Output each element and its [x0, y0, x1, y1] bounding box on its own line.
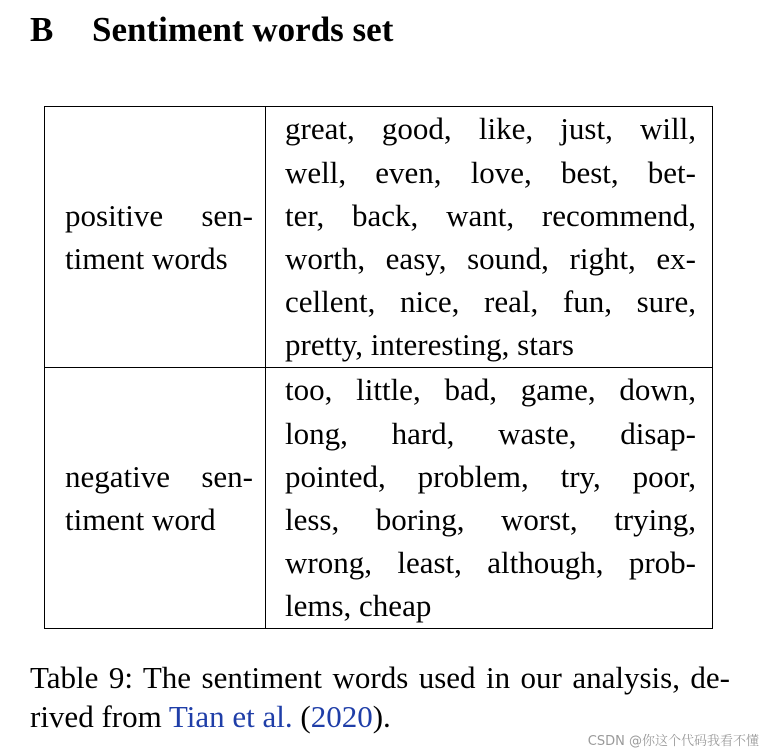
positive-words-cell — [266, 107, 713, 368]
caption-line-1: Table 9: The sentiment words used in our analysis, de- — [30, 660, 730, 695]
negative-words-line: long, hard, waste, disap- — [285, 415, 696, 451]
negative-label-line-2: timent word — [65, 502, 216, 537]
table-row-negative — [45, 368, 713, 629]
caption-period: . — [383, 699, 391, 734]
negative-words-line: lems, cheap — [285, 588, 432, 624]
sentiment-words-table — [44, 106, 713, 629]
citation-paren-open: ( — [292, 699, 311, 734]
positive-words-line: pretty, interesting, stars — [285, 327, 574, 363]
section-number: B — [30, 10, 54, 49]
table-caption — [30, 658, 730, 736]
section-heading — [30, 10, 393, 50]
citation-paren-close: ) — [372, 699, 384, 734]
positive-label-line-2: timent words — [65, 241, 228, 276]
caption-text: rived from — [30, 699, 169, 734]
negative-label-line-1: negative sen- — [65, 458, 253, 494]
negative-words-line: less, boring, worst, trying, — [285, 502, 696, 537]
csdn-watermark: CSDN @你这个代码我看不懂 — [587, 734, 759, 749]
citation-year-link[interactable]: 2020 — [310, 699, 373, 734]
positive-label-cell — [45, 107, 266, 368]
positive-words-line: cellent, nice, real, fun, sure, — [285, 284, 696, 320]
negative-words-line: pointed, problem, try, poor, — [285, 458, 696, 494]
section-title: Sentiment words set — [92, 10, 394, 49]
negative-words-line: wrong, least, although, prob- — [285, 545, 696, 581]
positive-words-line: worth, easy, sound, right, ex- — [285, 241, 696, 276]
positive-words-line: well, even, love, best, bet- — [285, 154, 696, 190]
negative-words-line: too, little, bad, game, down, — [285, 372, 696, 408]
table-row-positive — [45, 107, 713, 368]
positive-words-line: ter, back, want, recommend, — [285, 197, 696, 233]
negative-label-cell — [45, 368, 266, 629]
positive-label-line-1: positive sen- — [65, 197, 253, 233]
negative-words-cell — [266, 368, 713, 629]
positive-words-line: great, good, like, just, will, — [285, 111, 696, 147]
citation-author-link[interactable]: Tian et al. — [168, 699, 293, 734]
